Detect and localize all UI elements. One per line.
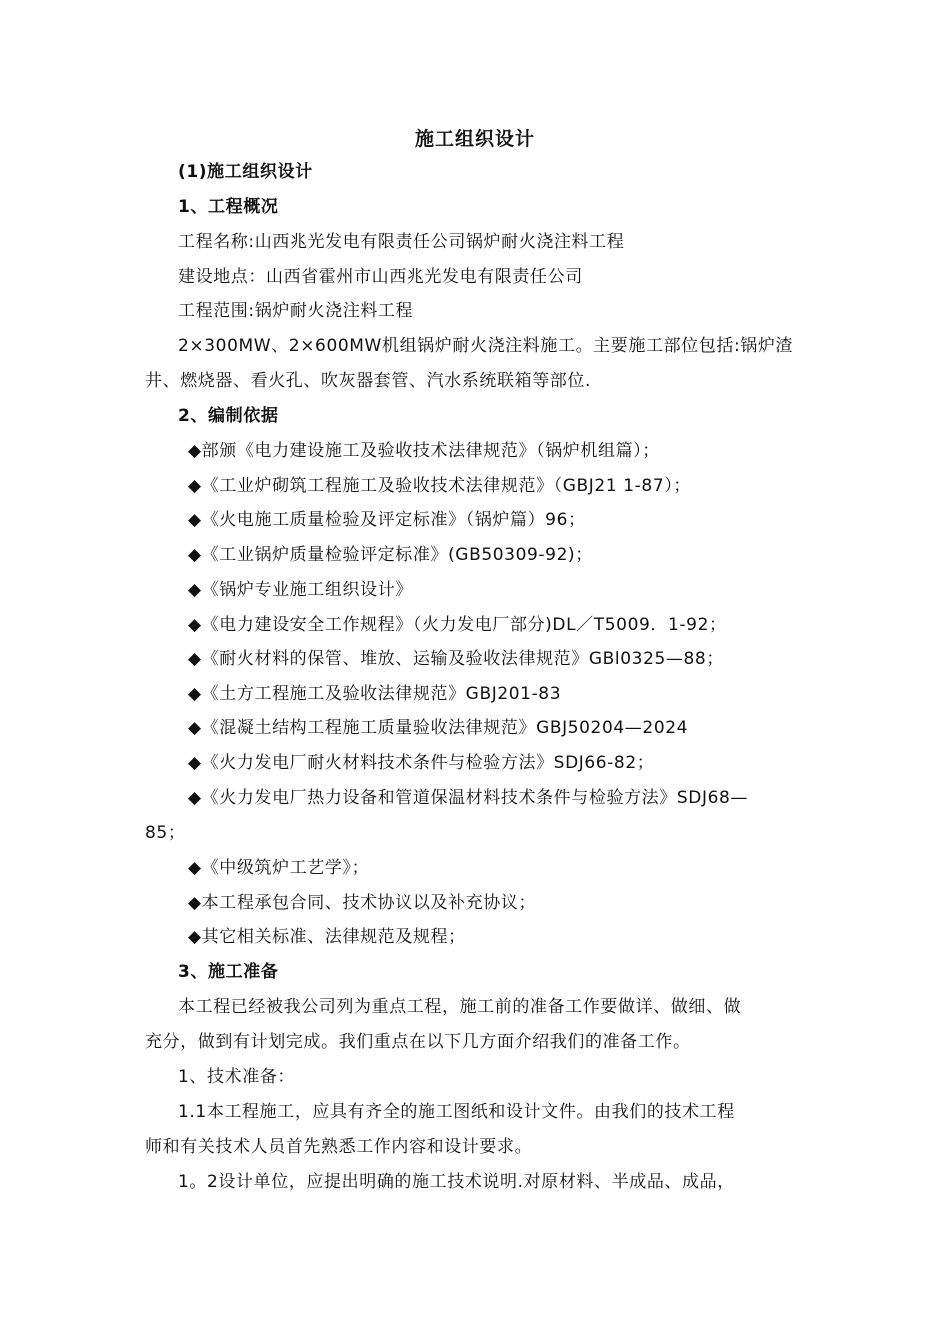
list-item: ◆《火电施工质量检验及评定标准》（锅炉篇）96；: [188, 510, 586, 530]
document-title: 施工组织设计: [414, 128, 535, 150]
list-item: ◆《耐火材料的保管、堆放、运输及验收法律规范》GBl0325—88；: [188, 649, 724, 669]
paragraph-line: 工程名称:山西兆光发电有限责任公司锅炉耐火浇注料工程: [178, 232, 625, 252]
list-item: ◆《土方工程施工及验收法律规范》GBJ201-83: [188, 684, 562, 704]
section-heading: 3、施工准备: [178, 962, 279, 982]
paragraph-line: 师和有关技术人员首先熟悉工作内容和设计要求。: [145, 1137, 533, 1157]
subsection-heading: 1、技术准备：: [178, 1067, 296, 1087]
list-item: ◆《火力发电厂耐火材料技术条件与检验方法》SDJ66-82；: [188, 753, 655, 773]
list-item: ◆《电力建设安全工作规程》（火力发电厂部分)DL／T5009．1-92；: [188, 615, 727, 635]
paragraph-line: 本工程已经被我公司列为重点工程，施工前的准备工作要做详、做细、做: [178, 997, 742, 1017]
paragraph-line: 井、燃烧器、看火孔、吹灰器套管、汽水系统联箱等部位.: [145, 371, 592, 391]
list-item: ◆本工程承包合同、技术协议以及补充协议；: [188, 893, 537, 913]
list-item: ◆《工业锅炉质量检验评定标准》(GB50309-92)；: [188, 545, 593, 565]
list-item: ◆《锅炉专业施工组织设计》: [188, 580, 413, 600]
section-heading: (1)施工组织设计: [178, 162, 313, 182]
paragraph-line: 1。2设计单位，应提出明确的施工技术说明.对原材料、半成品、成品，: [178, 1172, 735, 1192]
list-item: ◆部颁《电力建设施工及验收技术法律规范》（锅炉机组篇）；: [188, 441, 660, 461]
list-item: ◆《工业炉砌筑工程施工及验收技术法律规范》（GBJ21 1-87）；: [188, 476, 691, 496]
paragraph-line: 建设地点：山西省霍州市山西兆光发电有限责任公司: [178, 267, 583, 287]
list-item: ◆其它相关标准、法律规范及规程；: [188, 927, 466, 947]
list-item: ◆《中级筑炉工艺学》；: [188, 858, 370, 878]
section-heading: 1、工程概况: [178, 197, 279, 217]
list-item: ◆《火力发电厂热力设备和管道保温材料技术条件与检验方法》SDJ68—: [188, 788, 748, 808]
paragraph-line: 充分，做到有计划完成。我们重点在以下几方面介绍我们的准备工作。: [145, 1032, 691, 1052]
list-item: ◆《混凝土结构工程施工质量验收法律规范》GBJ50204—2024: [188, 718, 689, 738]
list-item-continuation: 85；: [145, 823, 186, 843]
paragraph-line: 工程范围:锅炉耐火浇注料工程: [178, 301, 414, 321]
paragraph-line: 1.1本工程施工，应具有齐全的施工图纸和设计文件。由我们的技术工程: [178, 1102, 735, 1122]
paragraph-line: 2×300MW、2×600MW机组锅炉耐火浇注料施工。主要施工部位包括:锅炉渣: [178, 336, 794, 356]
section-heading: 2、编制依据: [178, 406, 279, 426]
